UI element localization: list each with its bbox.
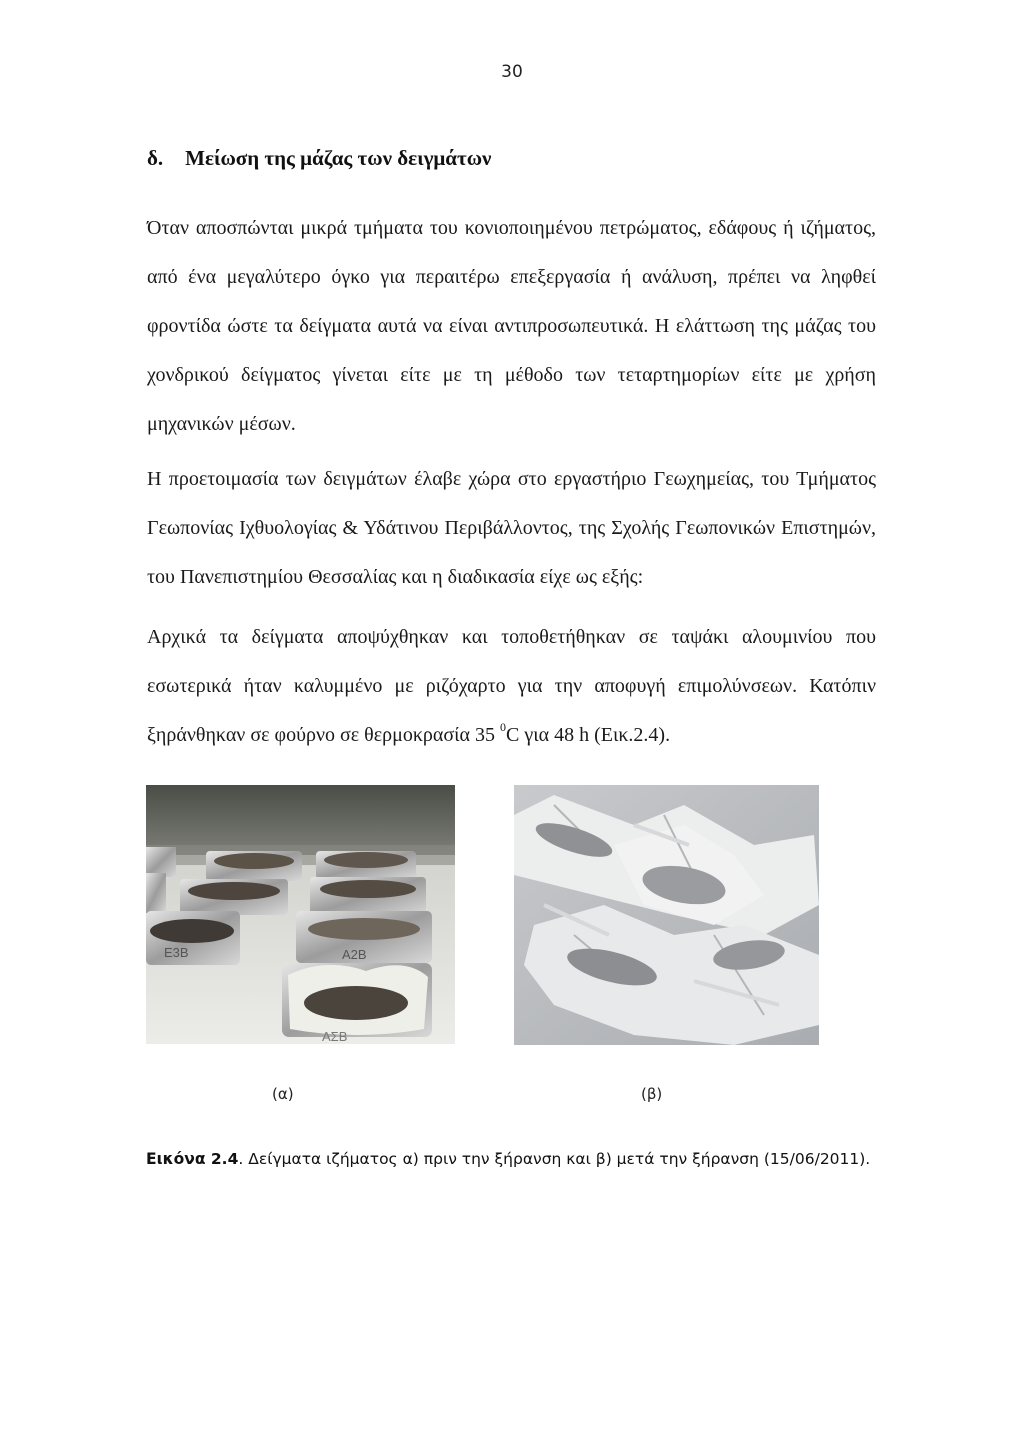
subfigure-label-b: (β) [641, 1085, 663, 1103]
drying-text-start: Αρχικά τα δείγματα αποψύχθηκαν και τοποθετήθηκαν σε ταψάκι αλουμινίου που εσωτερικά ήταν καλυμμένο με ριζόχαρτο για την αποφυγή επιμολύνσεων. Κατόπιν ξηράνθηκαν σε φούρνο σε θερμοκρασία 35 [147, 626, 876, 746]
section-letter: δ. [147, 146, 164, 170]
figure-caption [146, 1150, 870, 1168]
subfigure-label-a: (α) [272, 1085, 294, 1103]
caption-label: Εικόνα 2.4 [146, 1150, 239, 1168]
section-title: Μείωση της μάζας των δειγμάτων [185, 146, 492, 170]
photo-samples-before-drying [146, 785, 455, 1044]
tray-label-1: Ε3Β [164, 945, 189, 960]
caption-text: . Δείγματα ιζήματος α) πριν την ξήρανση και β) μετά την ξήρανση (15/06/2011). [238, 1150, 871, 1168]
degree-superscript: 0 [500, 720, 507, 735]
paragraph-sample-preparation: Η προετοιμασία των δειγμάτων έλαβε χώρα στο εργαστήριο Γεωχημείας, του Τμήματος Γεωπονίας Ιχθυολογίας & Υδάτινου Περιβάλλοντος, της Σχολής Γεωπονικών Επιστημών, του Πανεπιστημίου Θεσσαλίας και η διαδικασία είχε ως εξής: [147, 468, 876, 588]
tray-label-2: Α2Β [342, 947, 367, 962]
paragraph-drying-procedure [147, 613, 876, 760]
drying-text-end: C για 48 h (Εικ.2.4). [506, 724, 671, 746]
page-number: 30 [501, 62, 523, 82]
photo-samples-after-drying [514, 785, 819, 1045]
paragraph-mass-reduction: Όταν αποσπώνται μικρά τμήματα του κονιοποιημένου πετρώματος, εδάφους ή ιζήματος, από ένα μεγαλύτερο όγκο για περαιτέρω επεξεργασία ή ανάλυση, πρέπει να ληφθεί φροντίδα ώστε τα δείγματα αυτά να είναι αντιπροσωπευτικά. Η ελάττωση της μάζας του χονδρικού δείγματος γίνεται είτε με τη μέθοδο των τεταρτημορίων είτε με χρήση μηχανικών μέσων. [147, 217, 876, 435]
tray-label-3: ΑΣΒ [322, 1029, 348, 1044]
section-heading [147, 146, 491, 171]
